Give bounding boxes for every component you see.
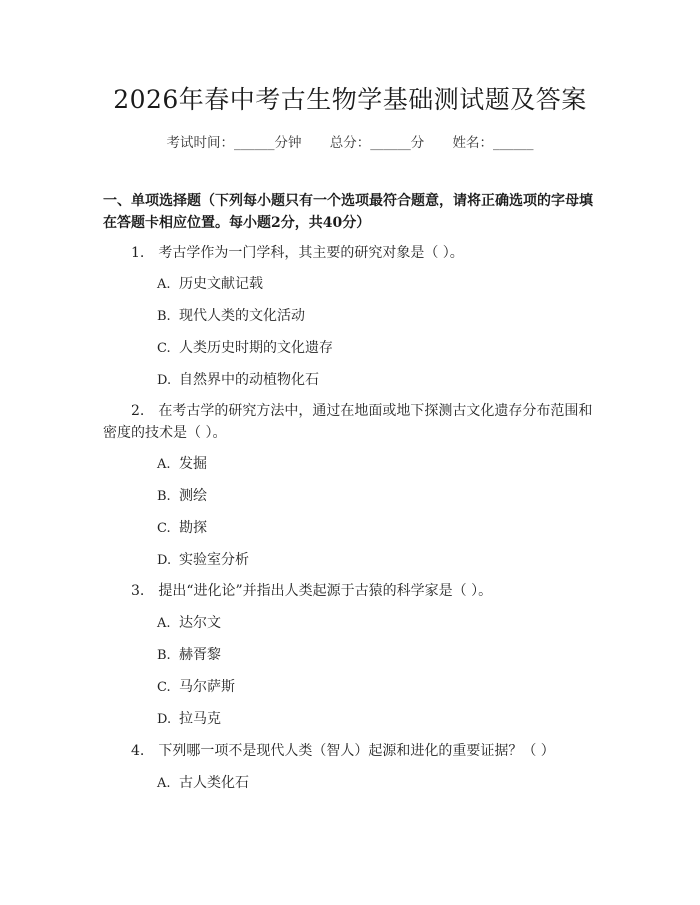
option-letter: C. xyxy=(157,521,171,536)
option-text: 马尔萨斯 xyxy=(179,679,235,695)
option-3b xyxy=(157,644,221,667)
option-1a xyxy=(157,273,263,296)
option-1b xyxy=(157,305,305,328)
question-text: 下列哪一项不是现代人类（智人）起源和进化的重要证据？（ ） xyxy=(158,743,555,759)
option-letter: C. xyxy=(157,680,171,695)
question-1 xyxy=(103,242,601,264)
question-text: 考古学作为一门学科，其主要的研究对象是（ ）。 xyxy=(158,245,464,261)
question-number: 4. xyxy=(131,743,145,759)
question-2 xyxy=(103,400,601,444)
option-1c xyxy=(157,337,333,360)
option-3a xyxy=(157,612,221,635)
question-number: 2. xyxy=(131,403,145,419)
option-letter: A. xyxy=(157,277,171,292)
option-text: 自然界中的动植物化石 xyxy=(179,372,319,388)
option-text: 实验室分析 xyxy=(179,552,249,568)
option-text: 达尔文 xyxy=(179,615,221,631)
option-text: 历史文献记载 xyxy=(179,276,263,292)
question-text: 提出“进化论”并指出人类起源于古猿的科学家是（ ）。 xyxy=(158,583,493,599)
option-letter: B. xyxy=(157,309,171,324)
option-1d xyxy=(157,369,319,392)
question-text: 在考古学的研究方法中，通过在地面或地下探测古文化遗存分布范围和密度的技术是（ ）。 xyxy=(103,403,593,441)
question-number: 3. xyxy=(131,583,145,599)
option-text: 古人类化石 xyxy=(179,775,249,791)
student-name-field: 姓名：______ xyxy=(452,135,534,151)
option-letter: A. xyxy=(157,457,171,472)
option-letter: D. xyxy=(157,712,172,727)
option-text: 人类历史时期的文化遗存 xyxy=(179,340,333,356)
option-letter: A. xyxy=(157,616,171,631)
option-text: 拉马克 xyxy=(179,711,221,727)
option-4a xyxy=(157,772,249,795)
exam-meta xyxy=(0,131,700,151)
option-2c xyxy=(157,517,207,540)
option-text: 现代人类的文化活动 xyxy=(179,308,305,324)
option-letter: A. xyxy=(157,776,171,791)
option-2d xyxy=(157,549,249,572)
page-title: 2026年春中考古生物学基础测试题及答案 xyxy=(113,85,587,114)
option-letter: D. xyxy=(157,553,172,568)
option-text: 发掘 xyxy=(179,456,207,472)
option-letter: D. xyxy=(157,373,172,388)
option-2a xyxy=(157,453,207,476)
total-score-field: 总分：______分 xyxy=(329,135,425,151)
option-text: 测绘 xyxy=(179,488,207,504)
exam-time-field: 考试时间：______分钟 xyxy=(166,135,302,151)
question-4 xyxy=(103,740,601,762)
option-text: 勘探 xyxy=(179,520,207,536)
option-3c xyxy=(157,676,235,699)
question-number: 1. xyxy=(131,245,145,261)
option-2b xyxy=(157,485,207,508)
option-letter: C. xyxy=(157,341,171,356)
question-3 xyxy=(103,580,601,602)
section-heading: 一、单项选择题（下列每小题只有一个选项最符合题意，请将正确选项的字母填在答题卡相应位置。每小题2分，共40分） xyxy=(103,193,593,231)
option-letter: B. xyxy=(157,648,171,663)
option-letter: B. xyxy=(157,489,171,504)
option-3d xyxy=(157,708,221,731)
option-text: 赫胥黎 xyxy=(179,647,221,663)
